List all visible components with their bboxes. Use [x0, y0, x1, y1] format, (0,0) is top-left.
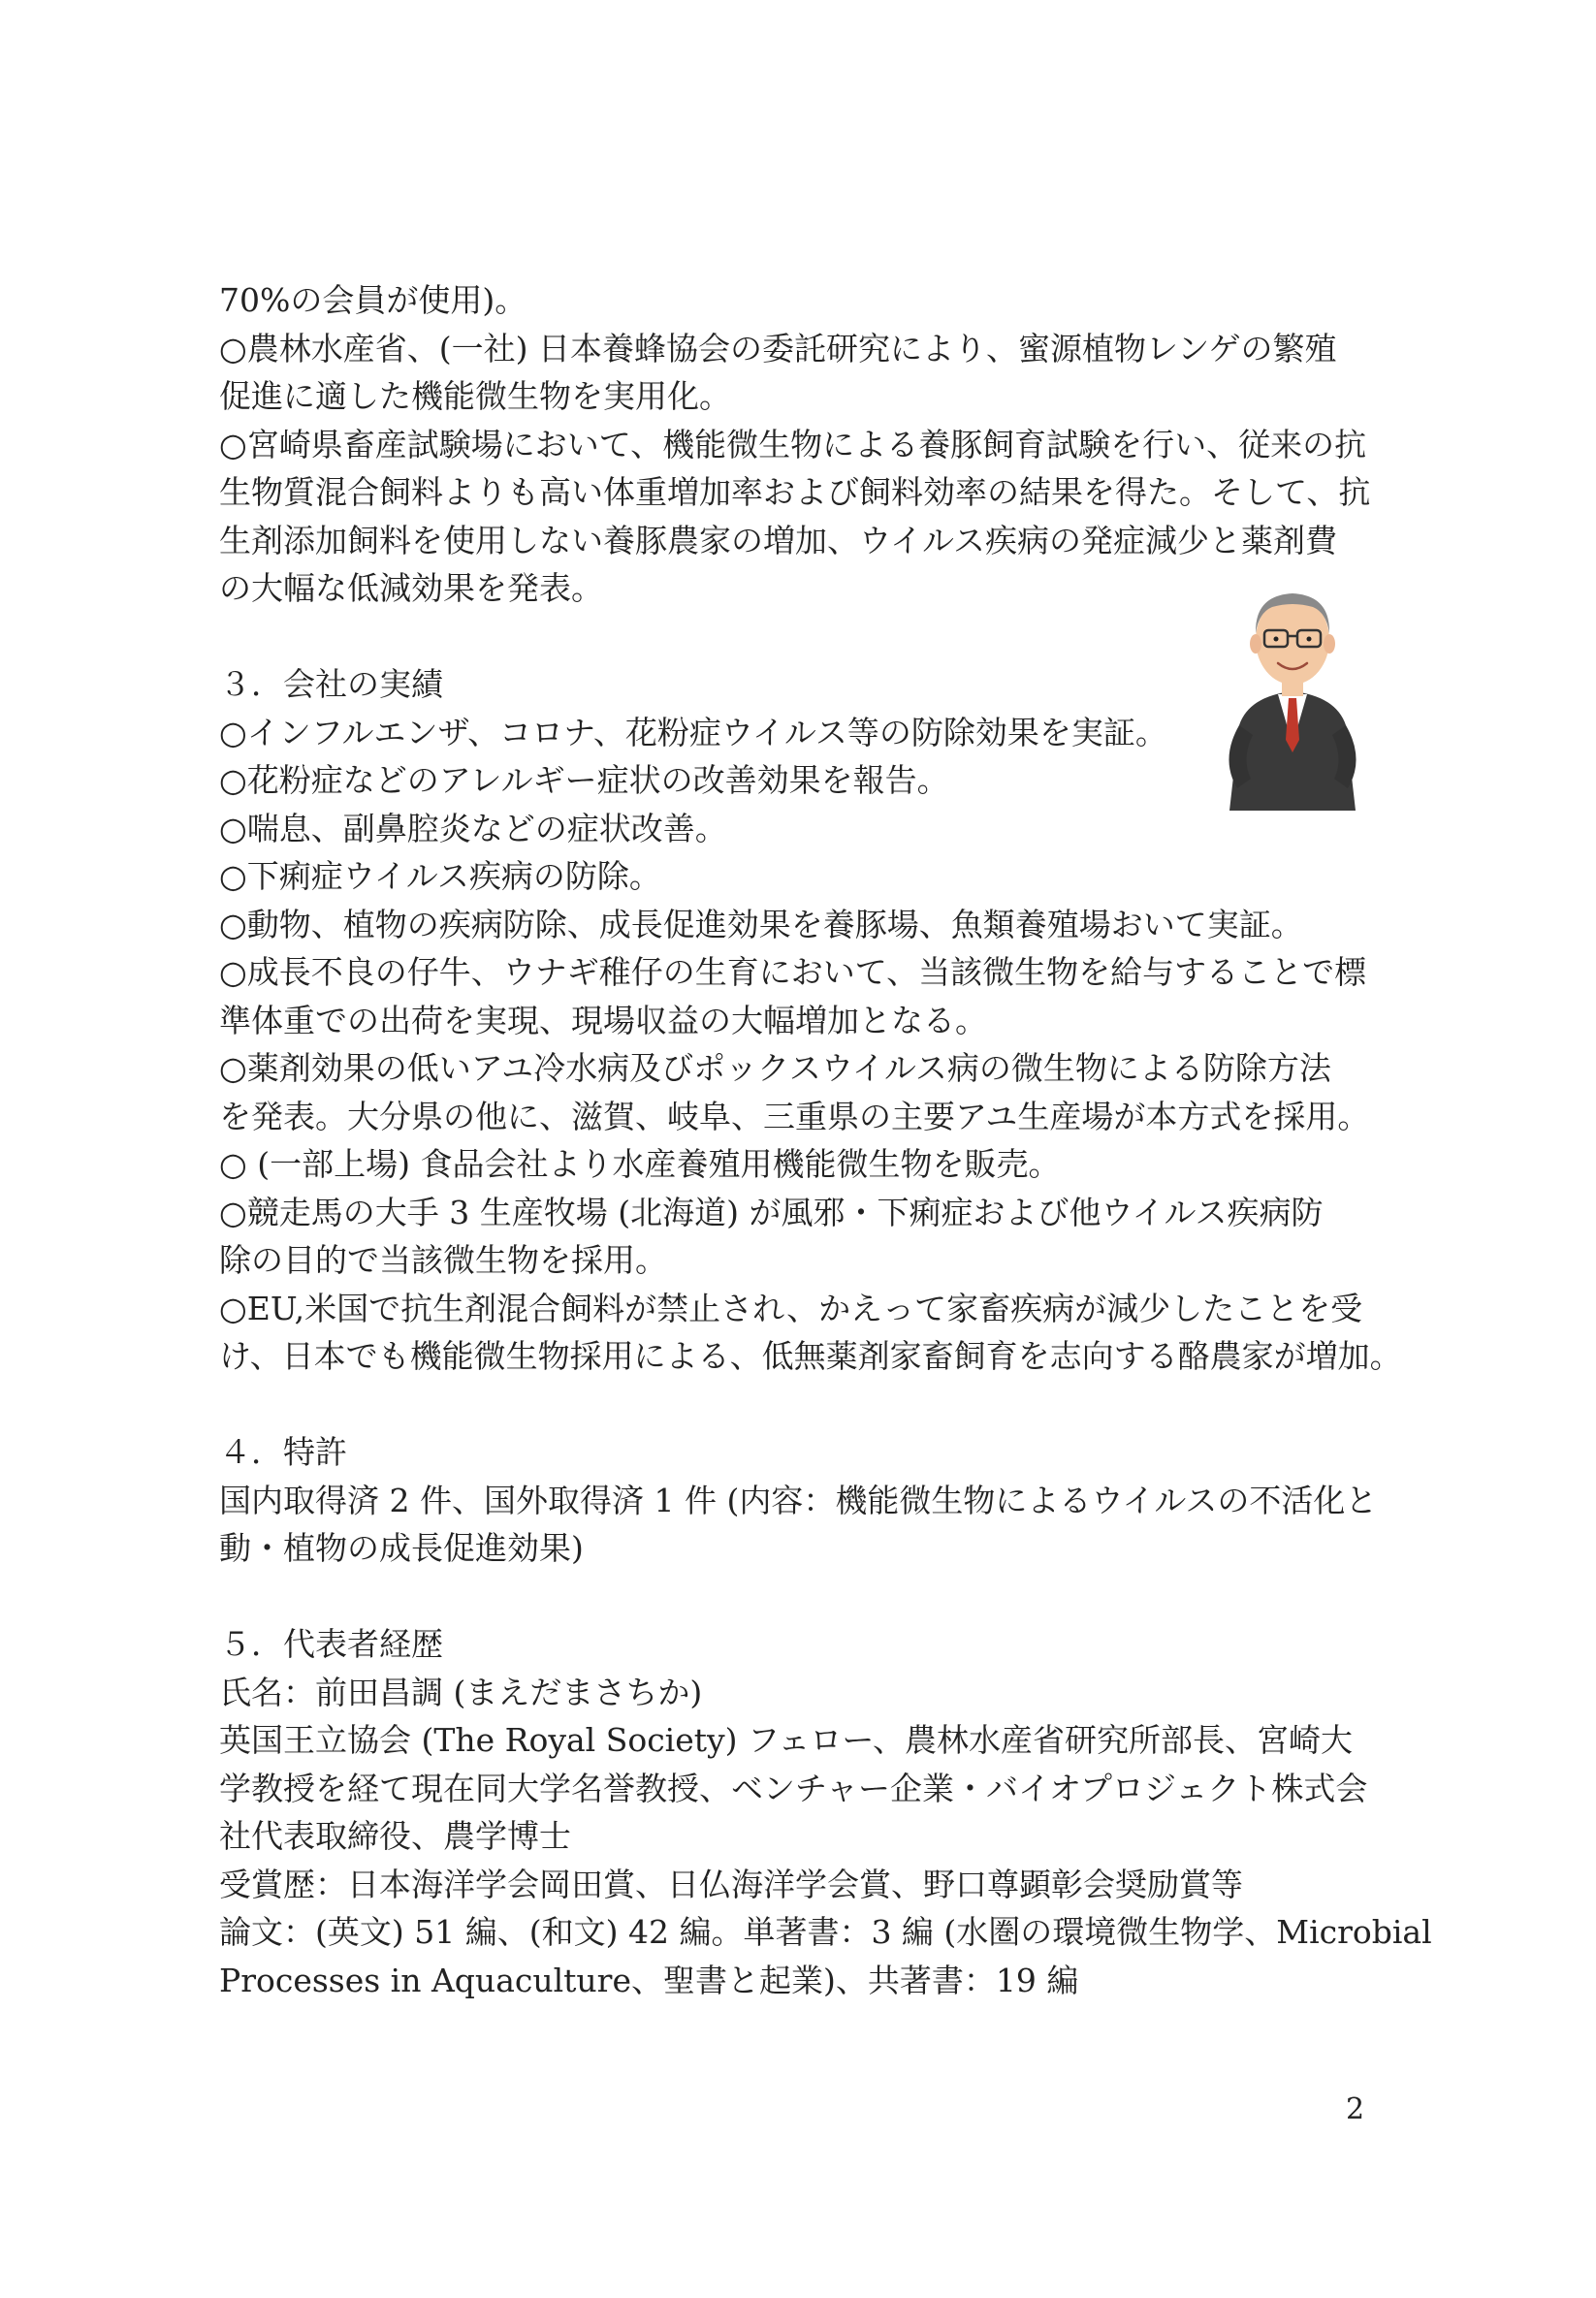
right-eye	[1307, 637, 1312, 642]
text-line: 70%の会員が使用)。	[219, 281, 527, 319]
text-line: 国内取得済 2 件、国外取得済 1 件 (内容：機能微生物によるウイルスの不活化と	[219, 1481, 1378, 1519]
document-body	[219, 276, 1432, 2004]
text-line: 促進に適した機能微生物を実用化。	[219, 377, 731, 415]
text-line: ○インフルエンザ、コロナ、花粉症ウイルス等の防除効果を実証。	[219, 713, 1167, 751]
right-ear	[1324, 634, 1335, 654]
text-line: 準体重での出荷を実現、現場収益の大幅増加となる。	[219, 1001, 987, 1039]
text-line: Processes in Aquaculture、聖書と起業)、共著書：19 編	[219, 1961, 1079, 1999]
text-line: 生剤添加飼料を使用しない養豚農家の増加、ウイルス疾病の発症減少と薬剤費	[219, 521, 1338, 559]
left-ear	[1250, 634, 1261, 654]
text-line: ○喘息、副鼻腔炎などの症状改善。	[219, 809, 727, 847]
page-number: 2	[1346, 2092, 1365, 2126]
section-heading: ５．代表者経歴	[219, 1625, 443, 1663]
text-line: ○成長不良の仔牛、ウナギ稚仔の生育において、当該微生物を給与することで標	[219, 953, 1367, 991]
text-line: ○薬剤効果の低いアユ冷水病及びポックスウイルス病の微生物による防除方法	[219, 1049, 1331, 1087]
text-line: ○宮崎県畜産試験場において、機能微生物による養豚飼育試験を行い、従来の抗	[219, 425, 1367, 463]
text-line: け、日本でも機能微生物採用による、低無薬剤家畜飼育を志向する酪農家が増加。	[219, 1337, 1402, 1375]
text-line: ○農林水産省、(一社) 日本養蜂協会の委託研究により、蜜源植物レンゲの繁殖	[219, 329, 1337, 367]
blank-line	[219, 1573, 1383, 1621]
text-line: 受賞歴：日本海洋学会岡田賞、日仏海洋学会賞、野口尊顕彰会奨励賞等	[219, 1865, 1243, 1903]
blank-line	[219, 1381, 1383, 1429]
text-line: ○下痢症ウイルス疾病の防除。	[219, 857, 661, 895]
section-heading: ３．会社の実績	[219, 665, 443, 703]
left-eye	[1274, 637, 1279, 642]
text-line: ○動物、植物の疾病防除、成長促進効果を養豚場、魚類養殖場おいて実証。	[219, 905, 1303, 943]
text-line: 学教授を経て現在同大学名誉教授、ベンチャー企業・バイオプロジェクト株式会	[219, 1769, 1368, 1807]
text-line: 社代表取締役、農学博士	[219, 1817, 571, 1855]
text-line: 動・植物の成長促進効果)	[219, 1529, 584, 1567]
text-line: 氏名：前田昌調 (まえだまさちか)	[219, 1673, 703, 1711]
text-line: ○EU,米国で抗生剤混合飼料が禁止され、かえって家畜疾病が減少したことを受	[219, 1289, 1363, 1327]
text-line: の大幅な低減効果を発表。	[219, 569, 603, 607]
blank-line	[219, 613, 1383, 661]
text-line: 論文：(英文) 51 編、(和文) 42 編。単著書：3 編 (水圏の環境微生物学、Microbial	[219, 1913, 1432, 1951]
text-line: ○競走馬の大手 3 生産牧場 (北海道) が風邪・下痢症および他ウイルス疾病防	[219, 1193, 1324, 1231]
representative-illustration	[1220, 580, 1365, 813]
section-heading: ４．特許	[219, 1433, 347, 1471]
text-line: ○花粉症などのアレルギー症状の改善効果を報告。	[219, 761, 949, 799]
text-line: 除の目的で当該微生物を採用。	[219, 1241, 667, 1279]
text-line: 英国王立協会 (The Royal Society) フェロー、農林水産省研究所部長、宮崎大	[219, 1721, 1354, 1759]
text-line: を発表。大分県の他に、滋賀、岐阜、三重県の主要アユ生産場が本方式を採用。	[219, 1097, 1370, 1135]
text-line: ○ (一部上場) 食品会社より水産養殖用機能微生物を販売。	[219, 1145, 1061, 1183]
text-line: 生物質混合飼料よりも高い体重増加率および飼料効率の結果を得た。そして、抗	[219, 473, 1371, 511]
